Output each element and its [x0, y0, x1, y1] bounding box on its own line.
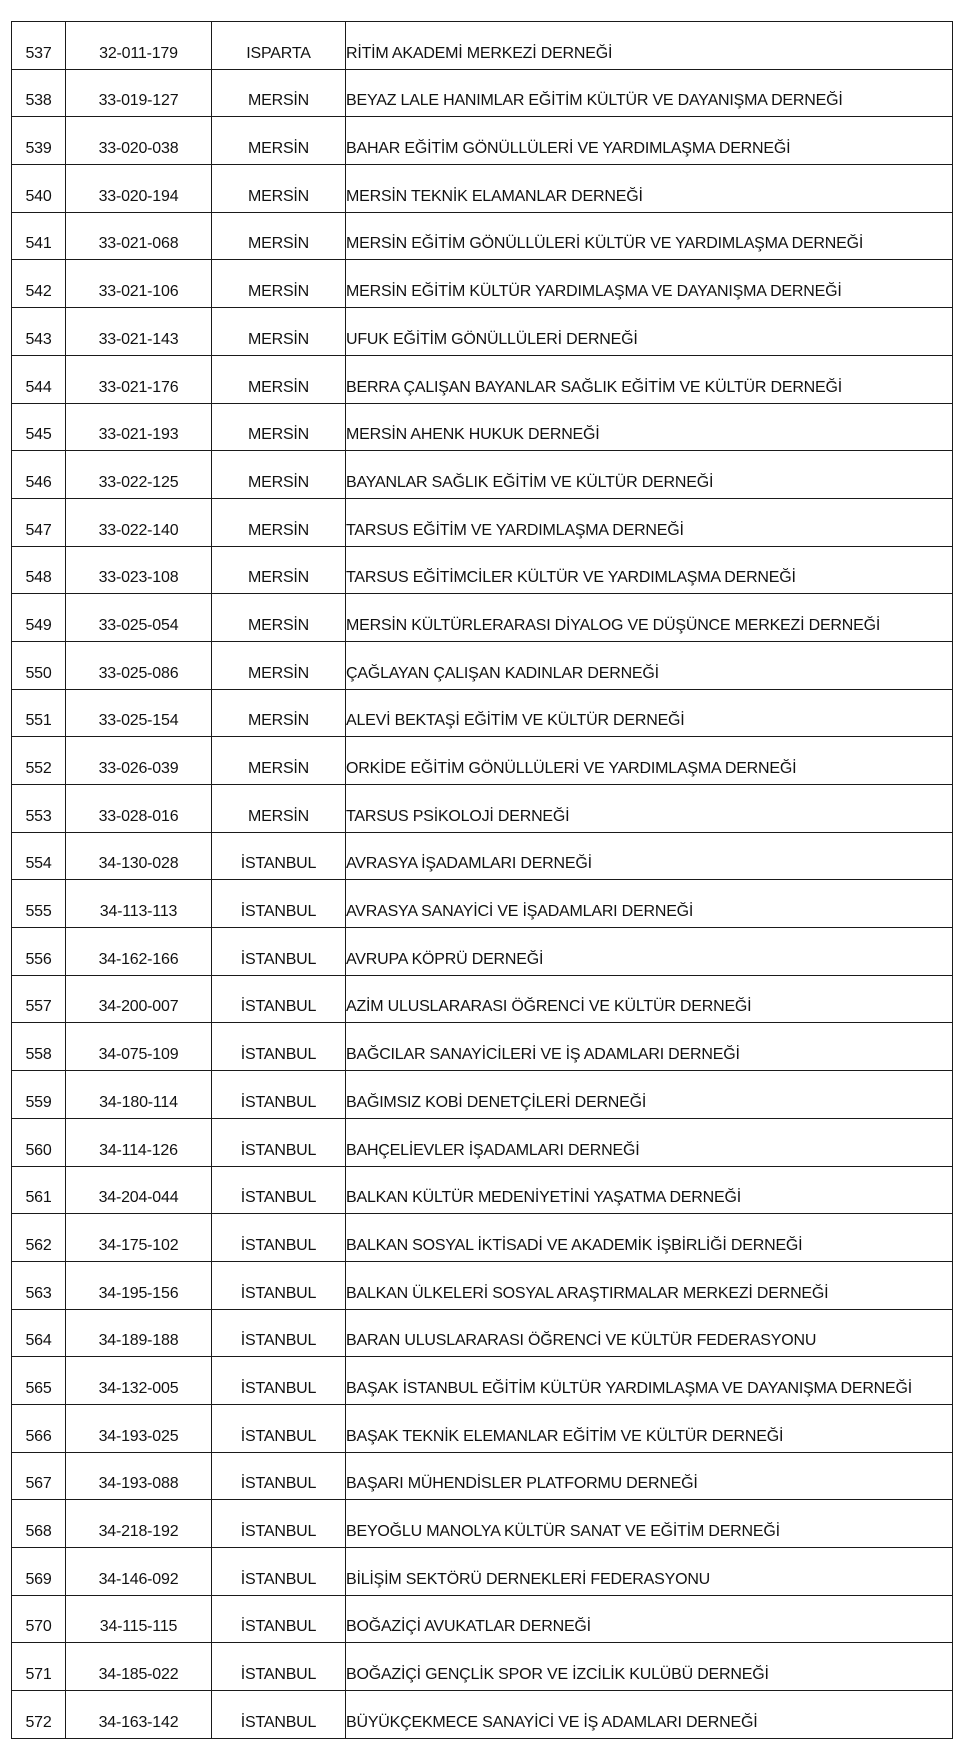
registry-code-cell: 34-130-028 — [66, 832, 212, 880]
association-name-cell: MERSİN EĞİTİM KÜLTÜR YARDIMLAŞMA VE DAYANIŞMA DERNEĞİ — [346, 260, 953, 308]
table-row — [12, 165, 953, 213]
row-number-cell: 554 — [12, 832, 66, 880]
association-name-cell: MERSİN EĞİTİM GÖNÜLLÜLERİ KÜLTÜR VE YARDIMLAŞMA DERNEĞİ — [346, 212, 953, 260]
registry-code-cell: 33-026-039 — [66, 737, 212, 785]
registry-code-cell: 34-204-044 — [66, 1166, 212, 1214]
registry-code-cell: 34-115-115 — [66, 1595, 212, 1643]
city-cell: İSTANBUL — [212, 1118, 346, 1166]
registry-code-cell: 34-146-092 — [66, 1548, 212, 1596]
row-number-cell: 563 — [12, 1261, 66, 1309]
association-name-cell: AVRASYA İŞADAMLARI DERNEĞİ — [346, 832, 953, 880]
registry-code-cell: 34-193-088 — [66, 1452, 212, 1500]
table-row — [12, 832, 953, 880]
table-row — [12, 594, 953, 642]
registry-code-cell: 34-162-166 — [66, 928, 212, 976]
city-cell: İSTANBUL — [212, 1166, 346, 1214]
registry-code-cell: 33-021-106 — [66, 260, 212, 308]
city-cell: MERSİN — [212, 594, 346, 642]
table-row — [12, 260, 953, 308]
association-name-cell: MERSİN KÜLTÜRLERARASI DİYALOG VE DÜŞÜNCE MERKEZİ DERNEĞİ — [346, 594, 953, 642]
association-name-cell: BAYANLAR SAĞLIK EĞİTİM VE KÜLTÜR DERNEĞİ — [346, 451, 953, 499]
table-row — [12, 355, 953, 403]
table-row — [12, 498, 953, 546]
registry-code-cell: 34-180-114 — [66, 1071, 212, 1119]
table-row — [12, 689, 953, 737]
city-cell: İSTANBUL — [212, 1500, 346, 1548]
city-cell: MERSİN — [212, 308, 346, 356]
city-cell: İSTANBUL — [212, 928, 346, 976]
association-name-cell: BERRA ÇALIŞAN BAYANLAR SAĞLIK EĞİTİM VE KÜLTÜR DERNEĞİ — [346, 355, 953, 403]
registry-code-cell: 34-132-005 — [66, 1357, 212, 1405]
row-number-cell: 570 — [12, 1595, 66, 1643]
table-row — [12, 308, 953, 356]
registry-code-cell: 33-025-086 — [66, 641, 212, 689]
association-name-cell: ÇAĞLAYAN ÇALIŞAN KADINLAR DERNEĞİ — [346, 641, 953, 689]
row-number-cell: 541 — [12, 212, 66, 260]
association-name-cell: BAŞARI MÜHENDİSLER PLATFORMU DERNEĞİ — [346, 1452, 953, 1500]
association-name-cell: BOĞAZİÇİ GENÇLİK SPOR VE İZCİLİK KULÜBÜ DERNEĞİ — [346, 1643, 953, 1691]
registry-code-cell: 34-075-109 — [66, 1023, 212, 1071]
association-name-cell: BAŞAK TEKNİK ELEMANLAR EĞİTİM VE KÜLTÜR DERNEĞİ — [346, 1404, 953, 1452]
table-row — [12, 1309, 953, 1357]
row-number-cell: 569 — [12, 1548, 66, 1596]
row-number-cell: 551 — [12, 689, 66, 737]
association-name-cell: ALEVİ BEKTAŞİ EĞİTİM VE KÜLTÜR DERNEĞİ — [346, 689, 953, 737]
association-name-cell: TARSUS EĞİTİMCİLER KÜLTÜR VE YARDIMLAŞMA DERNEĞİ — [346, 546, 953, 594]
city-cell: İSTANBUL — [212, 1452, 346, 1500]
row-number-cell: 566 — [12, 1404, 66, 1452]
table-row — [12, 212, 953, 260]
row-number-cell: 540 — [12, 165, 66, 213]
row-number-cell: 539 — [12, 117, 66, 165]
table-row — [12, 880, 953, 928]
registry-code-cell: 34-114-126 — [66, 1118, 212, 1166]
table-row — [12, 403, 953, 451]
row-number-cell: 557 — [12, 975, 66, 1023]
registry-code-cell: 33-028-016 — [66, 785, 212, 833]
city-cell: MERSİN — [212, 498, 346, 546]
registry-code-cell: 32-011-179 — [66, 22, 212, 70]
registry-code-cell: 33-021-143 — [66, 308, 212, 356]
city-cell: MERSİN — [212, 451, 346, 499]
city-cell: İSTANBUL — [212, 1357, 346, 1405]
association-table — [11, 21, 953, 1739]
registry-code-cell: 33-021-176 — [66, 355, 212, 403]
association-name-cell: AVRUPA KÖPRÜ DERNEĞİ — [346, 928, 953, 976]
table-row — [12, 641, 953, 689]
registry-code-cell: 33-021-068 — [66, 212, 212, 260]
row-number-cell: 561 — [12, 1166, 66, 1214]
row-number-cell: 555 — [12, 880, 66, 928]
row-number-cell: 550 — [12, 641, 66, 689]
registry-code-cell: 33-025-154 — [66, 689, 212, 737]
table-row — [12, 69, 953, 117]
row-number-cell: 559 — [12, 1071, 66, 1119]
table-row — [12, 1357, 953, 1405]
city-cell: İSTANBUL — [212, 1261, 346, 1309]
city-cell: ISPARTA — [212, 22, 346, 70]
row-number-cell: 568 — [12, 1500, 66, 1548]
registry-code-cell: 33-021-193 — [66, 403, 212, 451]
registry-code-cell: 34-175-102 — [66, 1214, 212, 1262]
registry-code-cell: 33-025-054 — [66, 594, 212, 642]
association-name-cell: AVRASYA SANAYİCİ VE İŞADAMLARI DERNEĞİ — [346, 880, 953, 928]
city-cell: İSTANBUL — [212, 1691, 346, 1739]
city-cell: İSTANBUL — [212, 1071, 346, 1119]
association-name-cell: RİTİM AKADEMİ MERKEZİ DERNEĞİ — [346, 22, 953, 70]
table-row — [12, 1404, 953, 1452]
table-row — [12, 1261, 953, 1309]
city-cell: İSTANBUL — [212, 1595, 346, 1643]
registry-code-cell: 33-020-038 — [66, 117, 212, 165]
city-cell: İSTANBUL — [212, 975, 346, 1023]
table-row — [12, 1023, 953, 1071]
table-row — [12, 785, 953, 833]
association-name-cell: BALKAN SOSYAL İKTİSADİ VE AKADEMİK İŞBİRLİĞİ DERNEĞİ — [346, 1214, 953, 1262]
association-name-cell: TARSUS PSİKOLOJİ DERNEĞİ — [346, 785, 953, 833]
table-row — [12, 1214, 953, 1262]
table-row — [12, 1071, 953, 1119]
table-row — [12, 737, 953, 785]
table-row — [12, 1166, 953, 1214]
registry-code-cell: 33-020-194 — [66, 165, 212, 213]
table-row — [12, 117, 953, 165]
city-cell: MERSİN — [212, 260, 346, 308]
table-row — [12, 975, 953, 1023]
registry-code-cell: 34-185-022 — [66, 1643, 212, 1691]
city-cell: MERSİN — [212, 737, 346, 785]
registry-code-cell: 34-195-156 — [66, 1261, 212, 1309]
table-row — [12, 1452, 953, 1500]
registry-code-cell: 34-163-142 — [66, 1691, 212, 1739]
registry-code-cell: 34-200-007 — [66, 975, 212, 1023]
city-cell: MERSİN — [212, 641, 346, 689]
registry-code-cell: 34-218-192 — [66, 1500, 212, 1548]
row-number-cell: 571 — [12, 1643, 66, 1691]
row-number-cell: 560 — [12, 1118, 66, 1166]
row-number-cell: 572 — [12, 1691, 66, 1739]
association-name-cell: ORKİDE EĞİTİM GÖNÜLLÜLERİ VE YARDIMLAŞMA DERNEĞİ — [346, 737, 953, 785]
city-cell: MERSİN — [212, 785, 346, 833]
registry-code-cell: 33-022-125 — [66, 451, 212, 499]
association-name-cell: BAĞIMSIZ KOBİ DENETÇİLERİ DERNEĞİ — [346, 1071, 953, 1119]
city-cell: MERSİN — [212, 403, 346, 451]
city-cell: İSTANBUL — [212, 880, 346, 928]
association-name-cell: BAĞCILAR SANAYİCİLERİ VE İŞ ADAMLARI DERNEĞİ — [346, 1023, 953, 1071]
row-number-cell: 562 — [12, 1214, 66, 1262]
association-name-cell: BEYOĞLU MANOLYA KÜLTÜR SANAT VE EĞİTİM DERNEĞİ — [346, 1500, 953, 1548]
row-number-cell: 545 — [12, 403, 66, 451]
city-cell: MERSİN — [212, 546, 346, 594]
city-cell: İSTANBUL — [212, 1309, 346, 1357]
city-cell: İSTANBUL — [212, 1548, 346, 1596]
association-name-cell: BOĞAZİÇİ AVUKATLAR DERNEĞİ — [346, 1595, 953, 1643]
registry-code-cell: 33-022-140 — [66, 498, 212, 546]
association-name-cell: BAŞAK İSTANBUL EĞİTİM KÜLTÜR YARDIMLAŞMA VE DAYANIŞMA DERNEĞİ — [346, 1357, 953, 1405]
association-name-cell: BARAN ULUSLARARASI ÖĞRENCİ VE KÜLTÜR FEDERASYONU — [346, 1309, 953, 1357]
city-cell: İSTANBUL — [212, 1404, 346, 1452]
row-number-cell: 565 — [12, 1357, 66, 1405]
row-number-cell: 548 — [12, 546, 66, 594]
association-name-cell: MERSİN AHENK HUKUK DERNEĞİ — [346, 403, 953, 451]
row-number-cell: 543 — [12, 308, 66, 356]
association-name-cell: BÜYÜKÇEKMECE SANAYİCİ VE İŞ ADAMLARI DERNEĞİ — [346, 1691, 953, 1739]
registry-code-cell: 33-023-108 — [66, 546, 212, 594]
city-cell: MERSİN — [212, 212, 346, 260]
association-name-cell: AZİM ULUSLARARASI ÖĞRENCİ VE KÜLTÜR DERNEĞİ — [346, 975, 953, 1023]
row-number-cell: 558 — [12, 1023, 66, 1071]
row-number-cell: 564 — [12, 1309, 66, 1357]
table-row — [12, 451, 953, 499]
city-cell: İSTANBUL — [212, 1023, 346, 1071]
registry-code-cell: 33-019-127 — [66, 69, 212, 117]
table-row — [12, 1548, 953, 1596]
table-row — [12, 22, 953, 70]
city-cell: İSTANBUL — [212, 832, 346, 880]
row-number-cell: 538 — [12, 69, 66, 117]
association-name-cell: BAHÇELİEVLER İŞADAMLARI DERNEĞİ — [346, 1118, 953, 1166]
row-number-cell: 537 — [12, 22, 66, 70]
association-name-cell: BAHAR EĞİTİM GÖNÜLLÜLERİ VE YARDIMLAŞMA DERNEĞİ — [346, 117, 953, 165]
row-number-cell: 549 — [12, 594, 66, 642]
table-row — [12, 546, 953, 594]
association-name-cell: TARSUS EĞİTİM VE YARDIMLAŞMA DERNEĞİ — [346, 498, 953, 546]
city-cell: İSTANBUL — [212, 1643, 346, 1691]
table-row — [12, 1643, 953, 1691]
table-row — [12, 928, 953, 976]
city-cell: MERSİN — [212, 689, 346, 737]
city-cell: MERSİN — [212, 117, 346, 165]
association-name-cell: BİLİŞİM SEKTÖRÜ DERNEKLERİ FEDERASYONU — [346, 1548, 953, 1596]
association-name-cell: UFUK EĞİTİM GÖNÜLLÜLERİ DERNEĞİ — [346, 308, 953, 356]
association-name-cell: BALKAN ÜLKELERİ SOSYAL ARAŞTIRMALAR MERKEZİ DERNEĞİ — [346, 1261, 953, 1309]
association-name-cell: BALKAN KÜLTÜR MEDENİYETİNİ YAŞATMA DERNEĞİ — [346, 1166, 953, 1214]
table-row — [12, 1500, 953, 1548]
association-name-cell: BEYAZ LALE HANIMLAR EĞİTİM KÜLTÜR VE DAYANIŞMA DERNEĞİ — [346, 69, 953, 117]
city-cell: İSTANBUL — [212, 1214, 346, 1262]
registry-code-cell: 34-113-113 — [66, 880, 212, 928]
row-number-cell: 544 — [12, 355, 66, 403]
city-cell: MERSİN — [212, 69, 346, 117]
city-cell: MERSİN — [212, 165, 346, 213]
row-number-cell: 553 — [12, 785, 66, 833]
association-name-cell: MERSİN TEKNİK ELAMANLAR DERNEĞİ — [346, 165, 953, 213]
table-row — [12, 1595, 953, 1643]
row-number-cell: 552 — [12, 737, 66, 785]
row-number-cell: 547 — [12, 498, 66, 546]
table-row — [12, 1118, 953, 1166]
table-row — [12, 1691, 953, 1739]
row-number-cell: 546 — [12, 451, 66, 499]
registry-code-cell: 34-193-025 — [66, 1404, 212, 1452]
row-number-cell: 542 — [12, 260, 66, 308]
city-cell: MERSİN — [212, 355, 346, 403]
registry-code-cell: 34-189-188 — [66, 1309, 212, 1357]
row-number-cell: 556 — [12, 928, 66, 976]
row-number-cell: 567 — [12, 1452, 66, 1500]
table-body — [12, 22, 953, 1739]
